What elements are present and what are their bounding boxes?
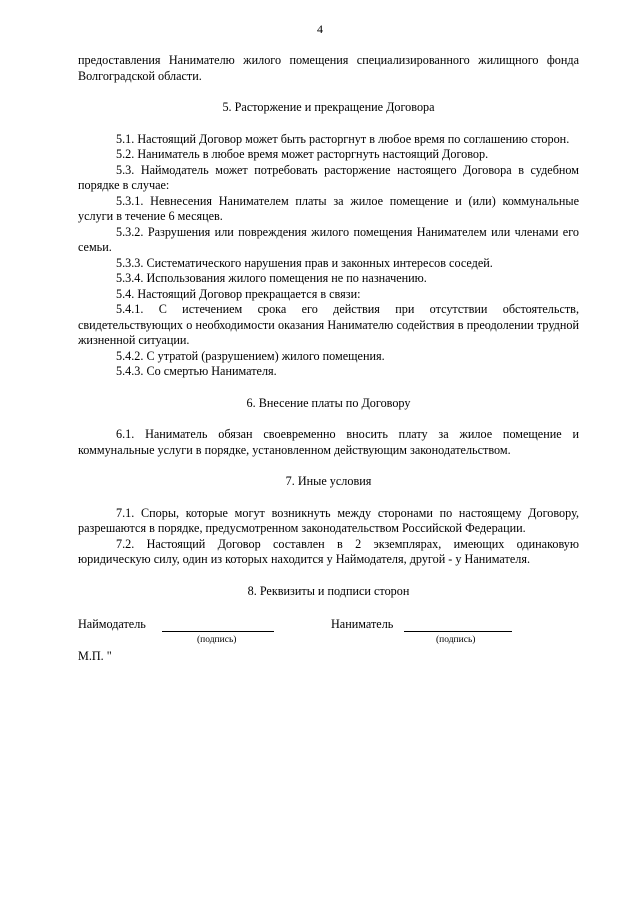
clause-5-1: 5.1. Настоящий Договор может быть расторгнут в любое время по соглашению сторон.	[116, 131, 570, 146]
clause-6-1: 6.1. Наниматель обязан своевременно вносить плату за жилое помещение и коммунальные услуги в порядке, установленном действующим законодательством.	[78, 427, 579, 457]
signature-row	[78, 617, 579, 635]
clause-5-3-3: 5.3.3. Систематического нарушения прав и законных интересов соседей.	[116, 255, 493, 270]
clause-5-4: 5.4. Настоящий Договор прекращается в связи:	[116, 286, 361, 301]
clause-5-3-4: 5.3.4. Использования жилого помещения не по назначению.	[116, 271, 427, 285]
section-6-title: 6. Внесение платы по Договору	[246, 395, 411, 410]
section-5-body	[78, 132, 579, 380]
tenant-signature-line	[404, 631, 512, 632]
clause-5-3: 5.3. Наймодатель может потребовать расторжение настоящего Договора в судебном порядке в случае:	[78, 162, 579, 192]
clause-5-2: 5.2. Наниматель в любое время может расторгнуть настоящий Договор.	[116, 147, 489, 161]
clause-5-3-1: 5.3.1. Невнесения Нанимателем платы за жилое помещение и (или) коммунальные услуги в течение 6 месяцев.	[78, 193, 579, 223]
clause-5-4-3: 5.4.3. Со смертью Нанимателя.	[116, 364, 277, 378]
stamp-placeholder: М.П. "	[78, 649, 112, 663]
clause-7-2: 7.2. Настоящий Договор составлен в 2 экземплярах, имеющих одинаковую юридическую силу, один из которых находится у Наймодателя, другой - у Нанимателя.	[78, 536, 579, 566]
tenant-label: Наниматель	[331, 617, 394, 631]
section-7-title: 7. Иные условия	[285, 474, 372, 488]
clause-5-3-2: 5.3.2. Разрушения или повреждения жилого помещения Нанимателем или членами его семьи.	[78, 224, 579, 254]
intro-paragraph: предоставления Нанимателю жилого помещения специализированного жилищного фонда Волгоградской области.	[78, 53, 579, 83]
clause-7-1: 7.1. Споры, которые могут возникнуть между сторонами по настоящему Договору, разрешаются в порядке, предусмотренном законодательством Российской Федерации.	[78, 505, 579, 535]
section-5-title: 5. Расторжение и прекращение Договора	[222, 100, 435, 114]
tenant-signature-caption: (подпись)	[436, 635, 476, 645]
section-6-body	[78, 427, 579, 458]
page-number: 4	[317, 22, 323, 36]
section-7-body	[78, 506, 579, 568]
landlord-signature-line	[162, 631, 274, 632]
clause-5-4-2: 5.4.2. С утратой (разрушением) жилого помещения.	[116, 348, 385, 363]
landlord-signature-caption: (подпись)	[197, 635, 237, 645]
signature-caption-row	[78, 635, 579, 647]
section-8-title: 8. Реквизиты и подписи сторон	[247, 583, 410, 598]
landlord-label: Наймодатель	[78, 617, 146, 631]
clause-5-4-1: 5.4.1. С истечением срока его действия при отсутствии обстоятельств, свидетельствующих о необходимости оказания Нанимателю содействия в преодолении трудной жизненной ситуации.	[78, 302, 579, 347]
document-body	[78, 53, 579, 664]
